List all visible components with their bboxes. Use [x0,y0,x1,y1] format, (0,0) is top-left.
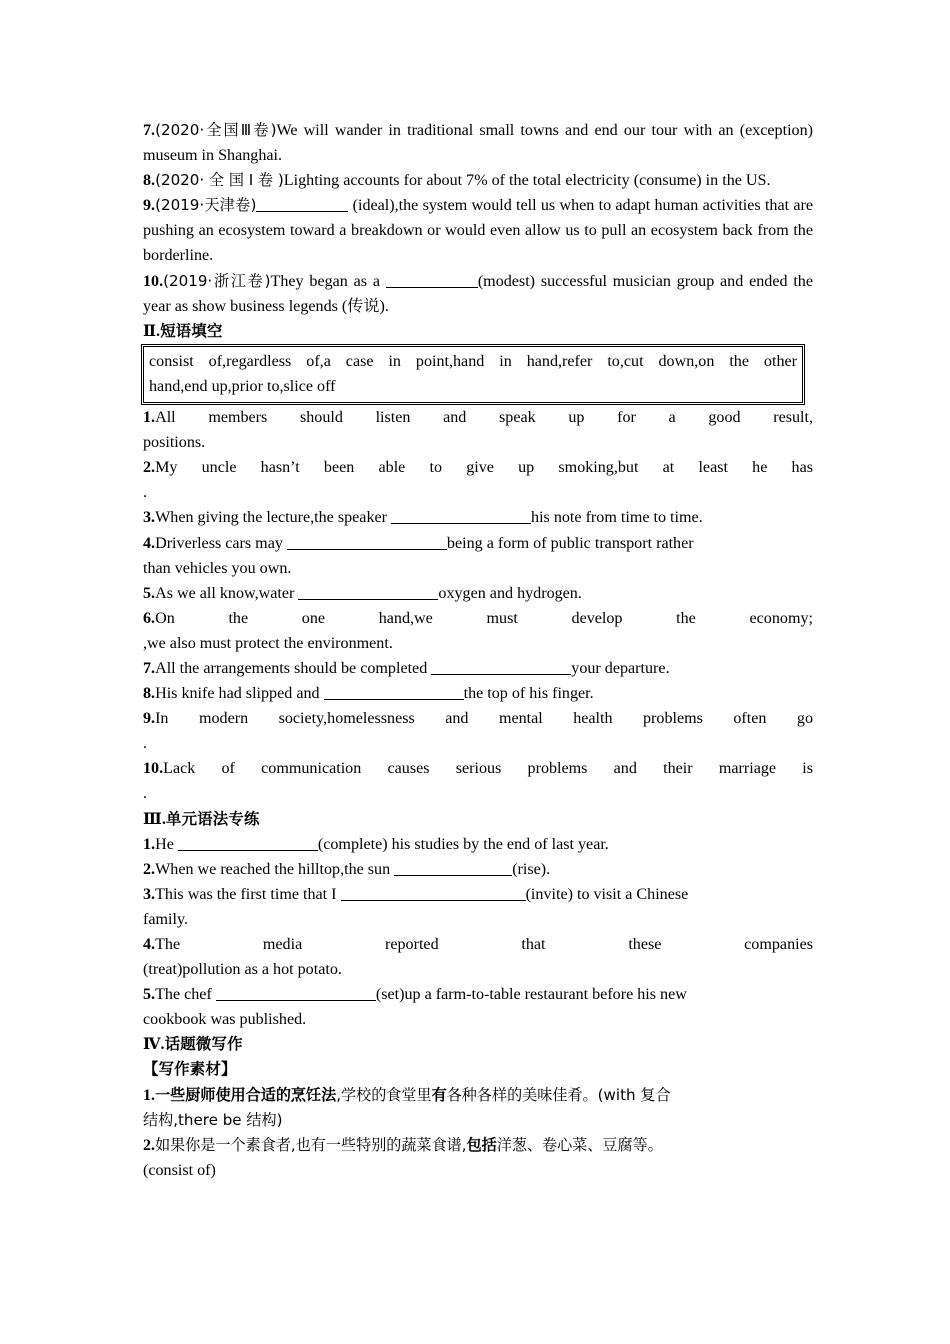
item-number: 5. [143,584,156,602]
answer-blank[interactable] [341,885,526,901]
answer-blank[interactable] [216,985,376,1001]
answer-blank[interactable] [178,835,318,851]
section-title: 短语填空 [160,321,223,340]
item-number: 10. [143,272,164,290]
item-text: Lack of communication causes serious problems and their marriage is [163,760,813,778]
item-number: 8. [143,172,156,190]
section-two-heading [143,319,813,344]
answer-blank[interactable] [287,534,447,550]
item-text-after: (consume) in the US. [633,172,771,190]
phrase-item-4-line2: than vehicles you own. [143,559,292,577]
item-text-after: the top of his finger. [463,685,594,703]
item-text-after: your departure. [571,659,670,677]
item-number: 2. [143,1136,156,1154]
section-three-heading [143,807,813,832]
answer-blank[interactable] [391,508,531,524]
section-four-items [143,1083,813,1183]
answer-blank[interactable] [298,584,438,600]
writing-item-2 [143,1133,813,1158]
item-number: 7. [143,659,156,677]
item-text: The media reported that these companies [155,936,813,953]
phrase-item-7 [143,656,813,681]
item-source: (2020· 全 国 Ⅰ 卷 ) [155,171,284,190]
answer-blank[interactable] [256,196,348,212]
phrase-bank-box [143,346,803,403]
item-source: (2019·浙江卷) [163,271,271,290]
item-number: 4. [143,534,156,552]
item-text-after: (ideal),the system would tell us when to adapt human activities that are pushing an ecosystem toward a breakdown or would even allow us to pull an ecosystem back from the borderline. [143,197,813,265]
phrase-item-6-line2: ,we also must protect the environment. [143,634,393,652]
grammar-item-3-line2: family. [143,910,188,928]
phrase-item-10 [143,756,813,781]
phrase-item-3 [143,505,813,530]
question-item-7 [143,118,813,168]
item-text: All members should listen and speak up for a good result, [155,409,813,427]
item-text: We will wander in traditional small towns and end our tour with an [276,122,734,139]
phrase-item-5 [143,581,813,606]
answer-blank[interactable] [431,659,571,675]
grammar-item-4 [143,932,813,957]
section-four-heading [143,1032,813,1057]
item-number: 4. [143,936,156,953]
item-text: He [155,835,174,853]
item-source: (2020·全国Ⅲ卷) [155,121,277,139]
section-numeral: Ⅳ. [143,1036,165,1054]
item-number: 9. [143,197,156,215]
phrase-item-6 [143,606,813,631]
phrase-item-2 [143,455,813,480]
writing-item-1-line2: 结构,there be 结构) [143,1110,283,1129]
item-text: Lighting accounts for about 7% of the total electricity [283,172,630,190]
phrase-item-4 [143,531,813,556]
item-number: 10. [143,760,164,778]
grammar-item-2 [143,857,813,882]
phrase-item-1 [143,405,813,430]
item-text: This was the first time that I [155,885,337,903]
phrase-item-9 [143,706,813,731]
worksheet-page [143,118,813,1183]
writing-material-subheading: 【写作素材】 [143,1060,237,1079]
grammar-item-5-line2: cookbook was published. [143,1011,307,1029]
question-item-8 [143,168,813,193]
grammar-item-4-line2: (treat)pollution as a hot potato. [143,961,342,979]
item-text: In modern society,homelessness and mental health problems often go [155,710,813,728]
item-number: 3. [143,885,156,903]
phrase-item-9-line2: . [143,735,148,753]
section-two-items [143,405,813,807]
section-numeral: Ⅱ. [143,322,161,340]
phrase-item-1-line2: positions. [143,434,206,452]
item-text-after: (invite) to visit a Chinese [525,885,689,903]
answer-blank[interactable] [394,860,512,876]
section-numeral: Ⅲ. [143,810,166,828]
question-item-10 [143,269,813,319]
item-text: My uncle hasn’t been able to give up smoking,but at least he has [155,459,813,477]
grammar-item-5 [143,982,813,1007]
item-text-after: his note from time to time. [531,509,703,527]
writing-item-2-line2: (consist of) [143,1161,216,1179]
item-text-after: being a form of public transport rather [446,534,694,552]
item-text: The chef [155,986,212,1004]
item-text-after: (complete) his studies by the end of last year. [317,835,609,853]
item-number: 9. [143,710,156,728]
item-text: As we all know,water [155,584,295,602]
section-title: 单元语法专练 [166,809,260,828]
phrase-item-10-line2: . [143,785,148,803]
section-title: 话题微写作 [164,1035,243,1054]
item-text-after: (rise). [512,860,551,878]
item-text: 如果你是一个素食者,也有一些特别的蔬菜食谱, [155,1135,467,1154]
item-number: 7. [143,122,156,139]
item-text-after: (modest) successful musician group and ended the year as show business legends (传说). [143,272,813,315]
item-bold-text: 一些厨师使用合适的烹饪法 [155,1085,337,1104]
item-number: 3. [143,509,156,527]
item-text: All the arrangements should be completed [155,659,428,677]
writing-item-1 [143,1083,813,1108]
section-three-items [143,832,813,1033]
item-text: On the one hand,we must develop the economy; [155,609,813,627]
item-text-2: 各种各样的美味佳肴。(with 复合 [446,1085,671,1104]
item-bold-text-2: 有 [431,1085,447,1104]
item-text-after: (exception) museum in Shanghai. [143,122,813,165]
item-text: Driverless cars may [155,534,283,552]
item-text-2: 洋葱、卷心菜、豆腐等。 [496,1135,663,1154]
section-one-items [143,118,813,319]
answer-blank[interactable] [324,684,464,700]
item-source: (2019·天津卷) [155,196,257,215]
phrase-item-8 [143,681,813,706]
item-text: They began as a [270,272,380,290]
item-number: 1. [143,835,156,853]
grammar-item-1 [143,832,813,857]
item-text: When we reached the hilltop,the sun [155,860,391,878]
item-number: 2. [143,860,156,878]
item-text-after: (set)up a farm-to-table restaurant before his new [375,986,687,1004]
item-number: 5. [143,986,156,1004]
question-item-9 [143,193,813,268]
phrase-bank-line-2: hand,end up,prior to,slice off [149,377,336,395]
item-text: When giving the lecture,the speaker [155,509,387,527]
item-text: ,学校的食堂里 [336,1085,432,1104]
phrase-bank-line-1: consist of,regardless of,a case in point,hand in hand,refer to,cut down,on the other [149,352,797,370]
item-number: 8. [143,685,156,703]
item-text-after: oxygen and hydrogen. [438,584,582,602]
item-number: 1. [143,409,156,427]
item-bold-text: 包括 [466,1135,497,1154]
item-number: 1. [143,1086,156,1104]
answer-blank[interactable] [386,272,478,288]
phrase-item-2-line2: . [143,484,148,502]
item-number: 2. [143,459,156,477]
item-number: 6. [143,609,156,627]
item-text: His knife had slipped and [155,685,320,703]
grammar-item-3 [143,882,813,907]
